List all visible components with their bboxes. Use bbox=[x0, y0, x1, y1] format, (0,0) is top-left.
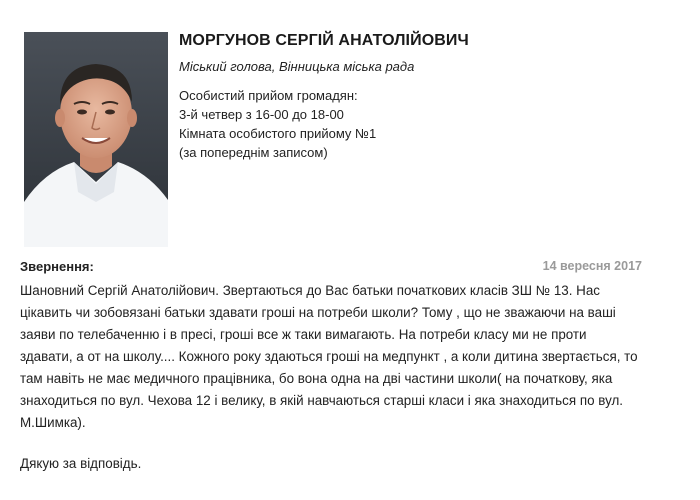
appeal-text-line: цікавить чи зобовязані батьки здавати гроші на потреби школи? Тому , що не зважаючи на ваші bbox=[20, 305, 616, 320]
appeal-label: Звернення: bbox=[20, 259, 94, 274]
appeal-date: 14 вересня 2017 bbox=[542, 259, 642, 273]
reception-line: 3-й четвер з 16-00 до 18-00 bbox=[179, 107, 344, 122]
reception-line: Особистий прийом громадян: bbox=[179, 88, 358, 103]
reception-line: (за попереднім записом) bbox=[179, 145, 328, 160]
portrait-photo-icon bbox=[24, 32, 168, 247]
reception-line: Кімната особистого прийому №1 bbox=[179, 126, 377, 141]
appeal-text-line: там навіть не має медичного працівника, бо вона одна на дві частини школи( на початкову, яка bbox=[20, 371, 613, 386]
official-info bbox=[179, 32, 639, 162]
appeal-text-line: здавати, а от на школу.... Кожного року здаються гроші на медпункт , а коли дитина звертається, то bbox=[20, 349, 638, 364]
appeal-text-line: М.Шимка). bbox=[20, 415, 86, 430]
official-name: МОРГУНОВ СЕРГІЙ АНАТОЛІЙОВИЧ bbox=[179, 32, 469, 49]
reception-schedule bbox=[179, 86, 639, 162]
official-photo bbox=[24, 32, 168, 247]
appeal-body bbox=[20, 280, 650, 434]
official-position: Міський голова, Вінницька міська рада bbox=[179, 59, 415, 74]
appeal-text-line: знаходиться по вул. Чехова 12 і велику, в якій навчаються старші класи і яка знаходиться по вул. bbox=[20, 393, 624, 408]
appeal-text-line: Шановний Сергій Анатолійович. Звертаються до Вас батьки початкових класів ЗШ № 13. Нас bbox=[20, 283, 600, 298]
appeal-text-line: заяви по телебаченню і в пресі, гроші все ж таки вимагають. На потреби класу ми не проти bbox=[20, 327, 587, 342]
official-profile bbox=[24, 32, 644, 247]
appeal-header bbox=[20, 259, 642, 277]
appeal-closing: Дякую за відповідь. bbox=[20, 456, 142, 471]
